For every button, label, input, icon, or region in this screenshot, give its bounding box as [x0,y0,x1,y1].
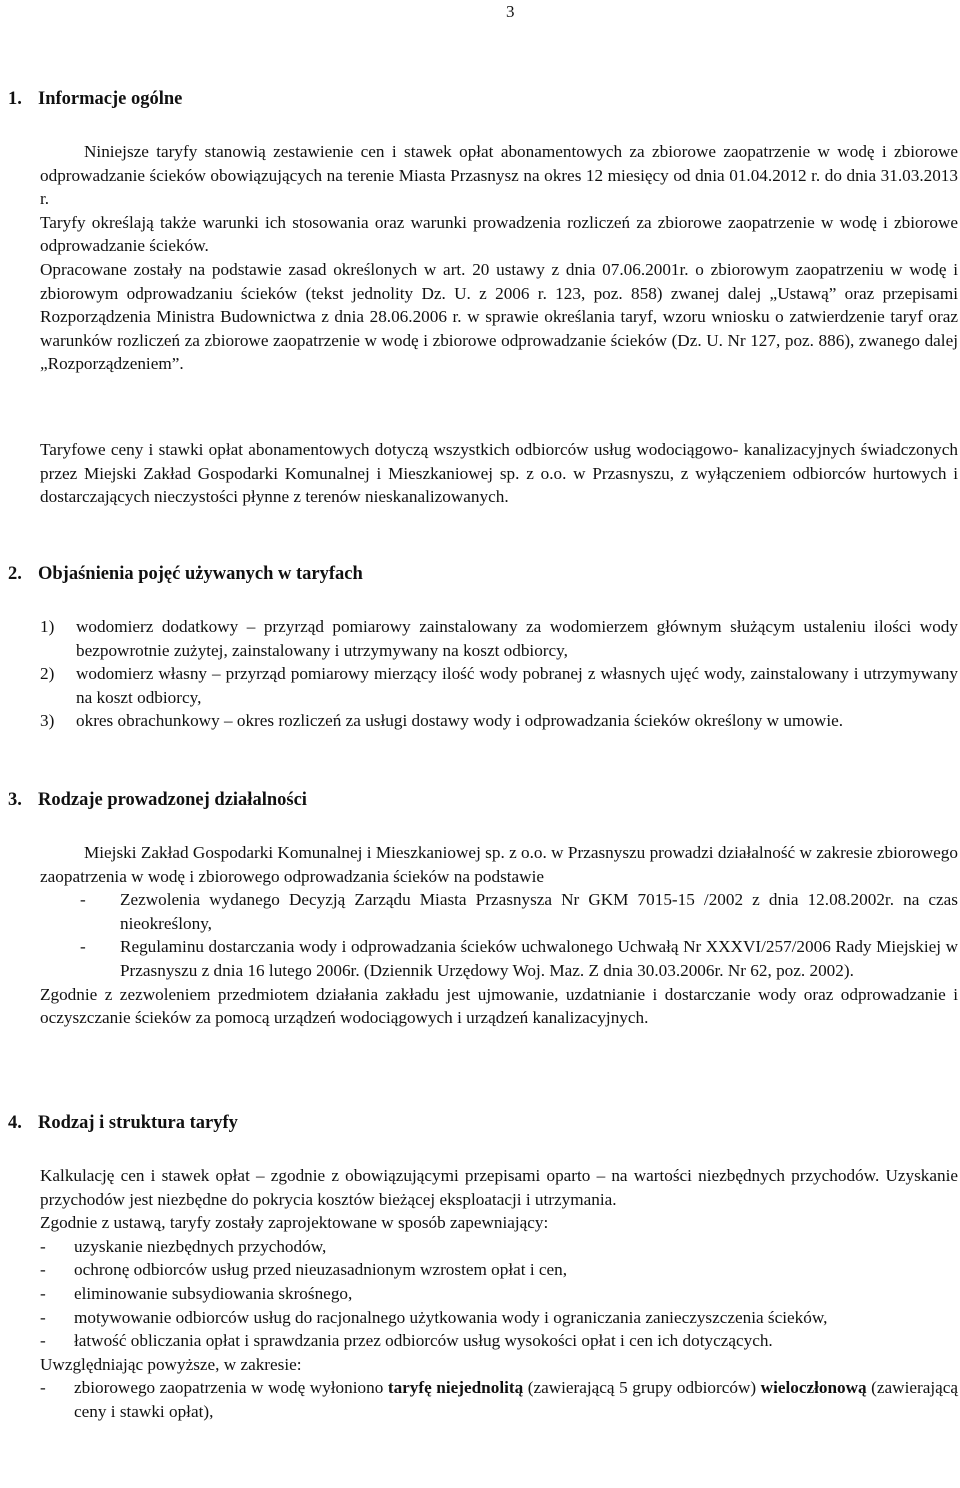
definition-item [40,709,958,733]
section-1-body-2 [40,438,958,509]
dash-bullet: - [80,890,86,910]
s4-paragraph-2: Zgodnie z ustawą, taryfy zostały zaprojektowane w sposób zapewniający: [40,1213,549,1233]
dash-bullet: - [40,1236,46,1256]
section-2-heading [8,563,363,587]
scope-text [74,1376,958,1423]
basis-text: Zezwolenia wydanego Decyzją Zarządu Miasta Przasnysza Nr GKM 7015-15 /2002 z dnia 12.08.2002r. na czas nieokreślony, [120,890,958,933]
section-3-body [40,841,958,1030]
section-3-title: Rodzaje prowadzonej działalności [38,790,307,810]
goal-text: łatwość obliczania opłat i sprawdzania przez odbiorców usług wysokości opłat i cen ich dotyczących. [74,1331,773,1351]
section-1-body [40,140,958,376]
section-2-title: Objaśnienia pojęć używanych w taryfach [38,564,363,584]
section-3-heading [8,789,307,813]
section-3-number: 3. [8,790,22,810]
dash-bullet: - [40,1331,46,1351]
s4-paragraph-1: Kalkulację cen i stawek opłat – zgodnie z obowiązującymi przepisami oparto – na wartości niezbędnych przychodów. Uzyskanie przychodów jest niezbędne do pokrycia kosztów bieżącej eksploatacji i utrzymania. [40,1166,958,1209]
dash-bullet: - [40,1260,46,1280]
definition-item [40,615,958,662]
section-4-number: 4. [8,1113,22,1133]
section-2-number: 2. [8,564,22,584]
section-1-heading [8,88,182,112]
basis-text: Regulaminu dostarczania wody i odprowadzania ścieków uchwalonego Uchwałą Nr XXXVI/257/2006 Rady Miejskiej w Przasnyszu z dnia 16 lutego 2006r. (Dziennik Urzędowy Woj. Maz. Z dnia 30.03.2006r. Nr 62, poz. 2002). [120,937,958,980]
scope-bold-term: wieloczłonową [760,1378,867,1398]
goal-text: ochronę odbiorców usług przed nieuzasadnionym wzrostem opłat i cen, [74,1260,568,1280]
page-number: 3 [506,2,515,21]
s3-paragraph-2: Zgodnie z zezwoleniem przedmiotem działania zakładu jest ujmowanie, uzdatnianie i dostarczanie wody oraz odprowadzanie i oczyszczanie ścieków za pomocą urządzeń wodociągowych i urządzeń kanalizacyjnych. [40,984,958,1028]
section-4-heading [8,1112,238,1136]
s1-paragraph-2: Taryfy określają także warunki ich stosowania oraz warunki prowadzenia rozliczeń za zbiorowe zaopatrzenie w wodę i zbiorowe odprowadzanie ścieków. [40,212,958,256]
goal-text: motywowanie odbiorców usług do racjonalnego użytkowania wody i ograniczania zanieczyszczenia ścieków, [74,1307,828,1327]
scope-bold-term: taryfę niejednolitą [387,1378,524,1398]
section-1-number: 1. [8,89,22,109]
definition-number: 2) [40,664,55,684]
definition-item [40,662,958,709]
goal-item [40,1258,958,1282]
scope-item [40,1376,958,1423]
goal-text: uzyskanie niezbędnych przychodów, [74,1236,327,1256]
section-4-title: Rodzaj i struktura taryfy [38,1113,238,1133]
section-4-body [40,1164,958,1424]
s1-paragraph-1: Niniejsze taryfy stanowią zestawienie cen i stawek opłat abonamentowych za zbiorowe zaopatrzenie w wodę i zbiorowe odprowadzanie ścieków obowiązujących na terenie Miasta Przasnysz na okres 12 miesięcy od dnia 01.04.2012 r. do dnia 31.03.2013 r. [40,142,958,209]
definition-text: wodomierz dodatkowy – przyrząd pomiarowy zainstalowany za wodomierzem głównym służącym ustaleniu ilości wody bezpowrotnie zużytej, zainstalowany i utrzymywany na koszt odbiorcy, [76,617,958,660]
goal-item [40,1306,958,1330]
scope-text-part: (zawierającą 5 grupy odbiorców) [523,1378,761,1398]
s3-paragraph-1: Miejski Zakład Gospodarki Komunalnej i Mieszkaniowej sp. z o.o. w Przasnyszu prowadzi działalność w zakresie zbiorowego zaopatrzenia w wodę i zbiorowego odprowadzania ścieków na podstawie [40,843,958,886]
basis-item [40,935,958,982]
goal-item [40,1282,958,1306]
definitions-list [40,615,958,733]
s1-paragraph-3: Opracowane zostały na podstawie zasad określonych w art. 20 ustawy z dnia 07.06.2001r. o zbiorowym zaopatrzeniu w wodę i zbiorowym odprowadzaniu ścieków (tekst jednolity Dz. U. z 2006 r. 123, poz. 858) zwanej dalej „Ustawą” oraz przepisami Rozporządzenia Ministra Budownictwa z dnia 28.06.2006 r. w sprawie określania taryf, wzoru wniosku o zatwierdzenie taryf oraz warunków rozliczeń za zbiorowe zaopatrzenie w wodę i zbiorowe odprowadzanie ścieków (Dz. U. Nr 127, poz. 886), zwanego dalej „Rozporządzeniem”. [40,259,958,374]
definition-text: okres obrachunkowy – okres rozliczeń za usługi dostawy wody i odprowadzania ścieków określony w umowie. [76,711,844,731]
goal-item [40,1235,958,1259]
definition-number: 1) [40,617,55,636]
scope-text-part: (zawierającą ceny i stawki opłat), [74,1378,958,1421]
scope-text-part: zbiorowego zaopatrzenia w wodę wyłoniono [74,1378,388,1398]
dash-bullet: - [40,1283,46,1303]
section-1-title: Informacje ogólne [38,89,183,109]
definition-text: wodomierz własny – przyrząd pomiarowy mierzący ilość wody pobranej z własnych ujęć wody, zainstalowany i utrzymywany na koszt odbiorcy, [76,664,958,707]
s1-paragraph-4: Taryfowe ceny i stawki opłat abonamentowych dotyczą wszystkich odbiorców usług wodociągowo- kanalizacyjnych świadczonych przez Miejski Zakład Gospodarki Komunalnej i Mieszkaniowej sp. z o.o. w Przasnyszu, z wyłączeniem odbiorców hurtowych i dostarczających nieczystości płynne z terenów nieskanalizowanych. [40,440,958,507]
definition-number: 3) [40,711,55,731]
dash-bullet: - [40,1378,46,1398]
basis-item [40,888,958,935]
goal-text: eliminowanie subsydiowania skrośnego, [74,1283,353,1303]
dash-bullet: - [80,937,86,957]
goal-item [40,1329,958,1353]
s4-paragraph-3: Uwzględniając powyższe, w zakresie: [40,1354,302,1374]
dash-bullet: - [40,1307,46,1327]
